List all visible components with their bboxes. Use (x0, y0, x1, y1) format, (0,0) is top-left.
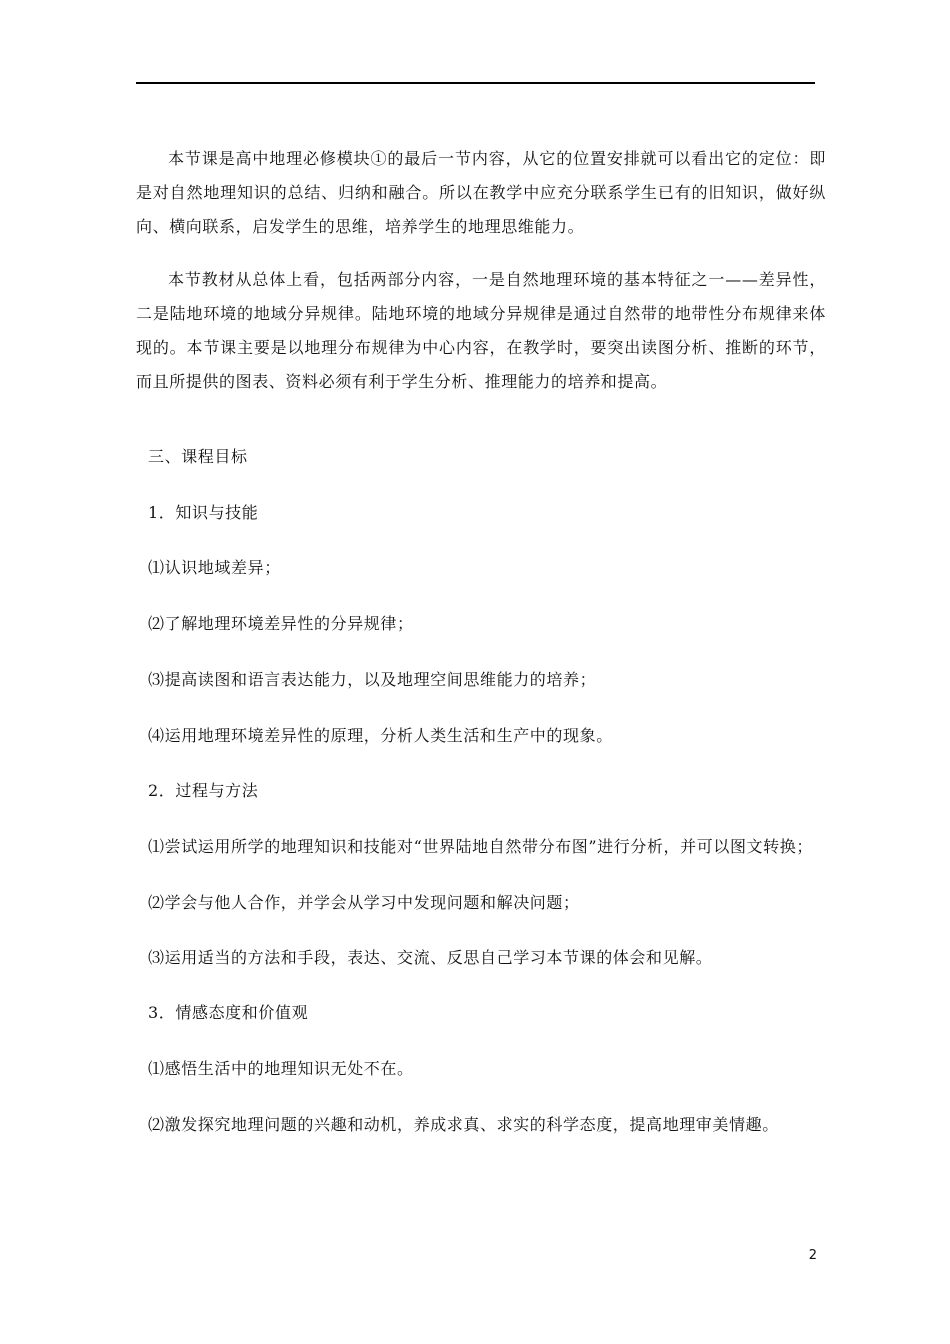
list-item: ⑵学会与他人合作，并学会从学习中发现问题和解决问题； (148, 893, 580, 912)
intro-paragraph-2: 本节教材从总体上看，包括两部分内容，一是自然地理环境的基本特征之一——差异性，二是陆地环境的地域分异规律。陆地环境的地域分异规律是通过自然带的地带性分布规律来体现的。本节课主要是以地理分布规律为中心内容，在教学时，要突出读图分析、推断的环节，而且所提供的图表、资料必须有利于学生分析、推理能力的培养和提高。 (136, 270, 826, 391)
list-item: ⑶运用适当的方法和手段，表达、交流、反思自己学习本节课的体会和见解。 (148, 948, 713, 967)
goal-heading-knowledge: 1．知识与技能 (148, 503, 259, 522)
intro-paragraph-1: 本节课是高中地理必修模块①的最后一节内容，从它的位置安排就可以看出它的定位：即是对自然地理知识的总结、归纳和融合。所以在教学中应充分联系学生已有的旧知识，做好纵向、横向联系，启发学生的思维，培养学生的地理思维能力。 (136, 149, 826, 236)
goals-section (136, 0, 826, 1344)
list-item: ⑵激发探究地理问题的兴趣和动机，养成求真、求实的科学态度，提高地理审美情趣。 (148, 1115, 779, 1134)
section-title: 三、课程目标 (148, 447, 248, 466)
list-item: ⑵了解地理环境差异性的分异规律； (148, 614, 414, 633)
page-number: 2 (808, 1248, 817, 1263)
goal-heading-attitude: 3．情感态度和价值观 (148, 1003, 309, 1022)
list-item: ⑷运用地理环境差异性的原理，分析人类生活和生产中的现象。 (148, 726, 613, 745)
goal-heading-process: 2．过程与方法 (148, 781, 259, 800)
list-item: ⑴感悟生活中的地理知识无处不在。 (148, 1059, 414, 1078)
list-item: ⑶提高读图和语言表达能力，以及地理空间思维能力的培养； (148, 670, 597, 689)
list-item: ⑴认识地域差异； (148, 558, 281, 577)
list-item: ⑴尝试运用所学的地理知识和技能对“世界陆地自然带分布图”进行分析，并可以图文转换； (148, 837, 813, 856)
